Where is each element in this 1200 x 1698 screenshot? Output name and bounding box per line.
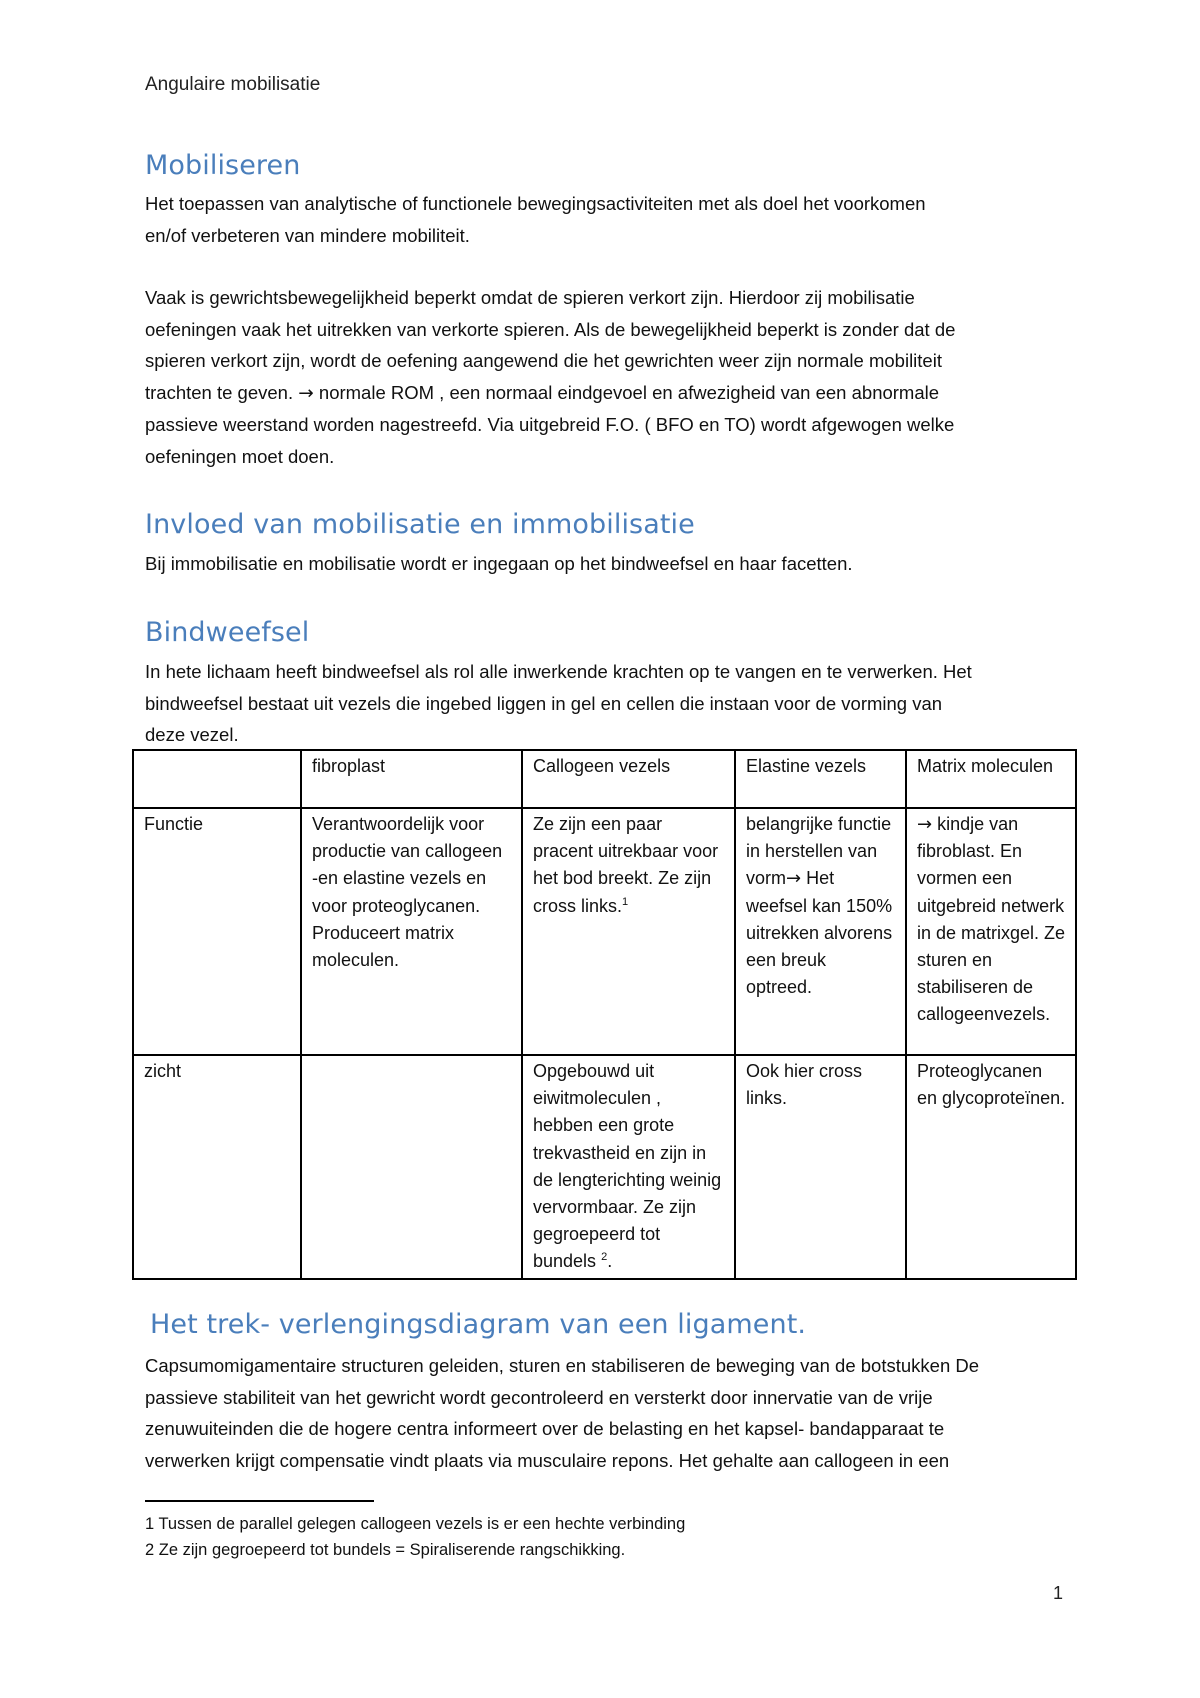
- paragraph-diagram: [145, 1350, 1085, 1476]
- heading-mobiliseren: Mobiliseren: [145, 150, 301, 181]
- cell-text: kindje van fibroblast. En vormen een uitgebreid netwerk in de matrixgel. Ze sturen en stabiliseren de callogeenvezels.: [917, 814, 1066, 1025]
- cell-text: Het weefsel kan 150% uitrekken alvorens een breuk optreed.: [746, 868, 893, 998]
- heading-bindweefsel: Bindweefsel: [145, 617, 310, 648]
- footnote-separator: [145, 1500, 374, 1502]
- footnote-1: 1 Tussen de parallel gelegen callogeen vezels is er een hechte verbinding: [145, 1515, 686, 1533]
- text-line: oefeningen vaak het uitrekken van verkorte spieren. Als de bewegelijkheid beperkt is zonder dat de: [145, 318, 956, 340]
- cell-text: Ze zijn een paar pracent uitrekbaar voor het bod breekt. Ze zijn cross links.: [533, 814, 719, 916]
- cell-text: .: [607, 1251, 613, 1272]
- table-cell: [301, 1055, 522, 1279]
- table-cell: Proteoglycanen en glycoproteïnen.: [906, 1055, 1076, 1279]
- arrow-right-icon: →: [786, 868, 802, 890]
- text-fragment: normale ROM , een normaal eindgevoel en afwezigheid van een abnormale: [313, 381, 940, 403]
- text-line: Capsumomigamentaire structuren geleiden, sturen en stabiliseren de beweging van de botstukken De: [145, 1355, 980, 1376]
- paragraph-mobiliseren-definition: [145, 188, 1085, 251]
- text-line: In hete lichaam heeft bindweefsel als rol alle inwerkende krachten op te vangen en te verwerken. Het: [145, 661, 972, 682]
- text-fragment: trachten te geven.: [145, 381, 299, 403]
- text-line: Bij immobilisatie en mobilisatie wordt er ingegaan op het bindweefsel en haar facetten.: [145, 553, 853, 574]
- text-line: Het toepassen van analytische of functionele bewegingsactiviteiten met als doel het voorkomen: [145, 193, 926, 214]
- text-line: bindweefsel bestaat uit vezels die ingebed liggen in gel en cellen die instaan voor de vorming van: [145, 692, 943, 714]
- table-header-cell: Matrix moleculen: [906, 750, 1076, 808]
- table-header-row: [133, 750, 1076, 808]
- table-row-functie: [133, 808, 1076, 1055]
- text-line: spieren verkort zijn, wordt de oefening aangewend die het gewrichten weer zijn normale mobiliteit: [145, 350, 942, 371]
- heading-invloed: Invloed van mobilisatie en immobilisatie: [145, 509, 695, 540]
- footnotes: [145, 1511, 685, 1563]
- text-line: Vaak is gewrichtsbewegelijkheid beperkt omdat de spieren verkort zijn. Hierdoor zij mobilisatie: [145, 287, 915, 308]
- table-cell: [735, 808, 906, 1055]
- text-line: passieve stabiliteit van het gewricht wordt gecontroleerd en versterkt door innervatie van de vrije: [145, 1386, 933, 1408]
- table-header-cell: Elastine vezels: [735, 750, 906, 808]
- footnote-ref: 1: [622, 895, 629, 908]
- row-label-cell: zicht: [133, 1055, 301, 1279]
- row-label-cell: Functie: [133, 808, 301, 1055]
- table-cell: [906, 808, 1076, 1055]
- footnote-2: 2 Ze zijn gegroepeerd tot bundels = Spiraliserende rangschikking.: [145, 1541, 626, 1559]
- text-line: [145, 377, 1085, 410]
- page-header: Angulaire mobilisatie: [145, 74, 321, 95]
- text-line: passieve weerstand worden nagestreefd. Via uitgebreid F.O. ( BFO en TO) wordt afgewogen welke: [145, 414, 955, 435]
- bindweefsel-table: [132, 749, 1077, 1280]
- text-line: zenuwuiteinden die de hogere centra informeert over de belasting en het kapsel- bandapparaat te: [145, 1418, 945, 1439]
- text-line: verwerken krijgt compensatie vindt plaats via musculaire repons. Het gehalte aan callogeen in een: [145, 1449, 950, 1471]
- text-line: deze vezel.: [145, 724, 239, 745]
- table-cell: Verantwoordelijk voor productie van callogeen -en elastine vezels en voor proteoglycanen. Produceert matrix moleculen.: [301, 808, 522, 1055]
- paragraph-mobiliseren-body: [145, 282, 1085, 472]
- paragraph-invloed: [145, 548, 1085, 580]
- text-line: en/of verbeteren van mindere mobiliteit.: [145, 224, 470, 246]
- text-line: oefeningen moet doen.: [145, 445, 335, 467]
- footnote-ref: 2: [601, 1251, 608, 1264]
- table-cell: [522, 1055, 735, 1279]
- paragraph-bindweefsel: [145, 656, 1085, 751]
- cell-text: belangrijke functie in herstellen van vorm: [746, 814, 892, 889]
- arrow-right-icon: →: [917, 814, 933, 835]
- table-header-cell: Callogeen vezels: [522, 750, 735, 808]
- page-number: 1: [1053, 1583, 1064, 1603]
- heading-trek-verlengingsdiagram: Het trek- verlengingsdiagram van een ligament.: [150, 1309, 807, 1340]
- table-header-cell: [133, 750, 301, 808]
- table-header-cell: fibroplast: [301, 750, 522, 808]
- cell-text: Opgebouwd uit eiwitmoleculen , hebben een grote trekvastheid en zijn in de lengterichting weinig vervormbaar. Ze zijn gegroepeerd tot bundels: [533, 1061, 722, 1272]
- table-cell: [522, 808, 735, 1055]
- table-row-zicht: [133, 1055, 1076, 1279]
- arrow-right-icon: →: [298, 382, 314, 404]
- table-cell: Ook hier cross links.: [735, 1055, 906, 1279]
